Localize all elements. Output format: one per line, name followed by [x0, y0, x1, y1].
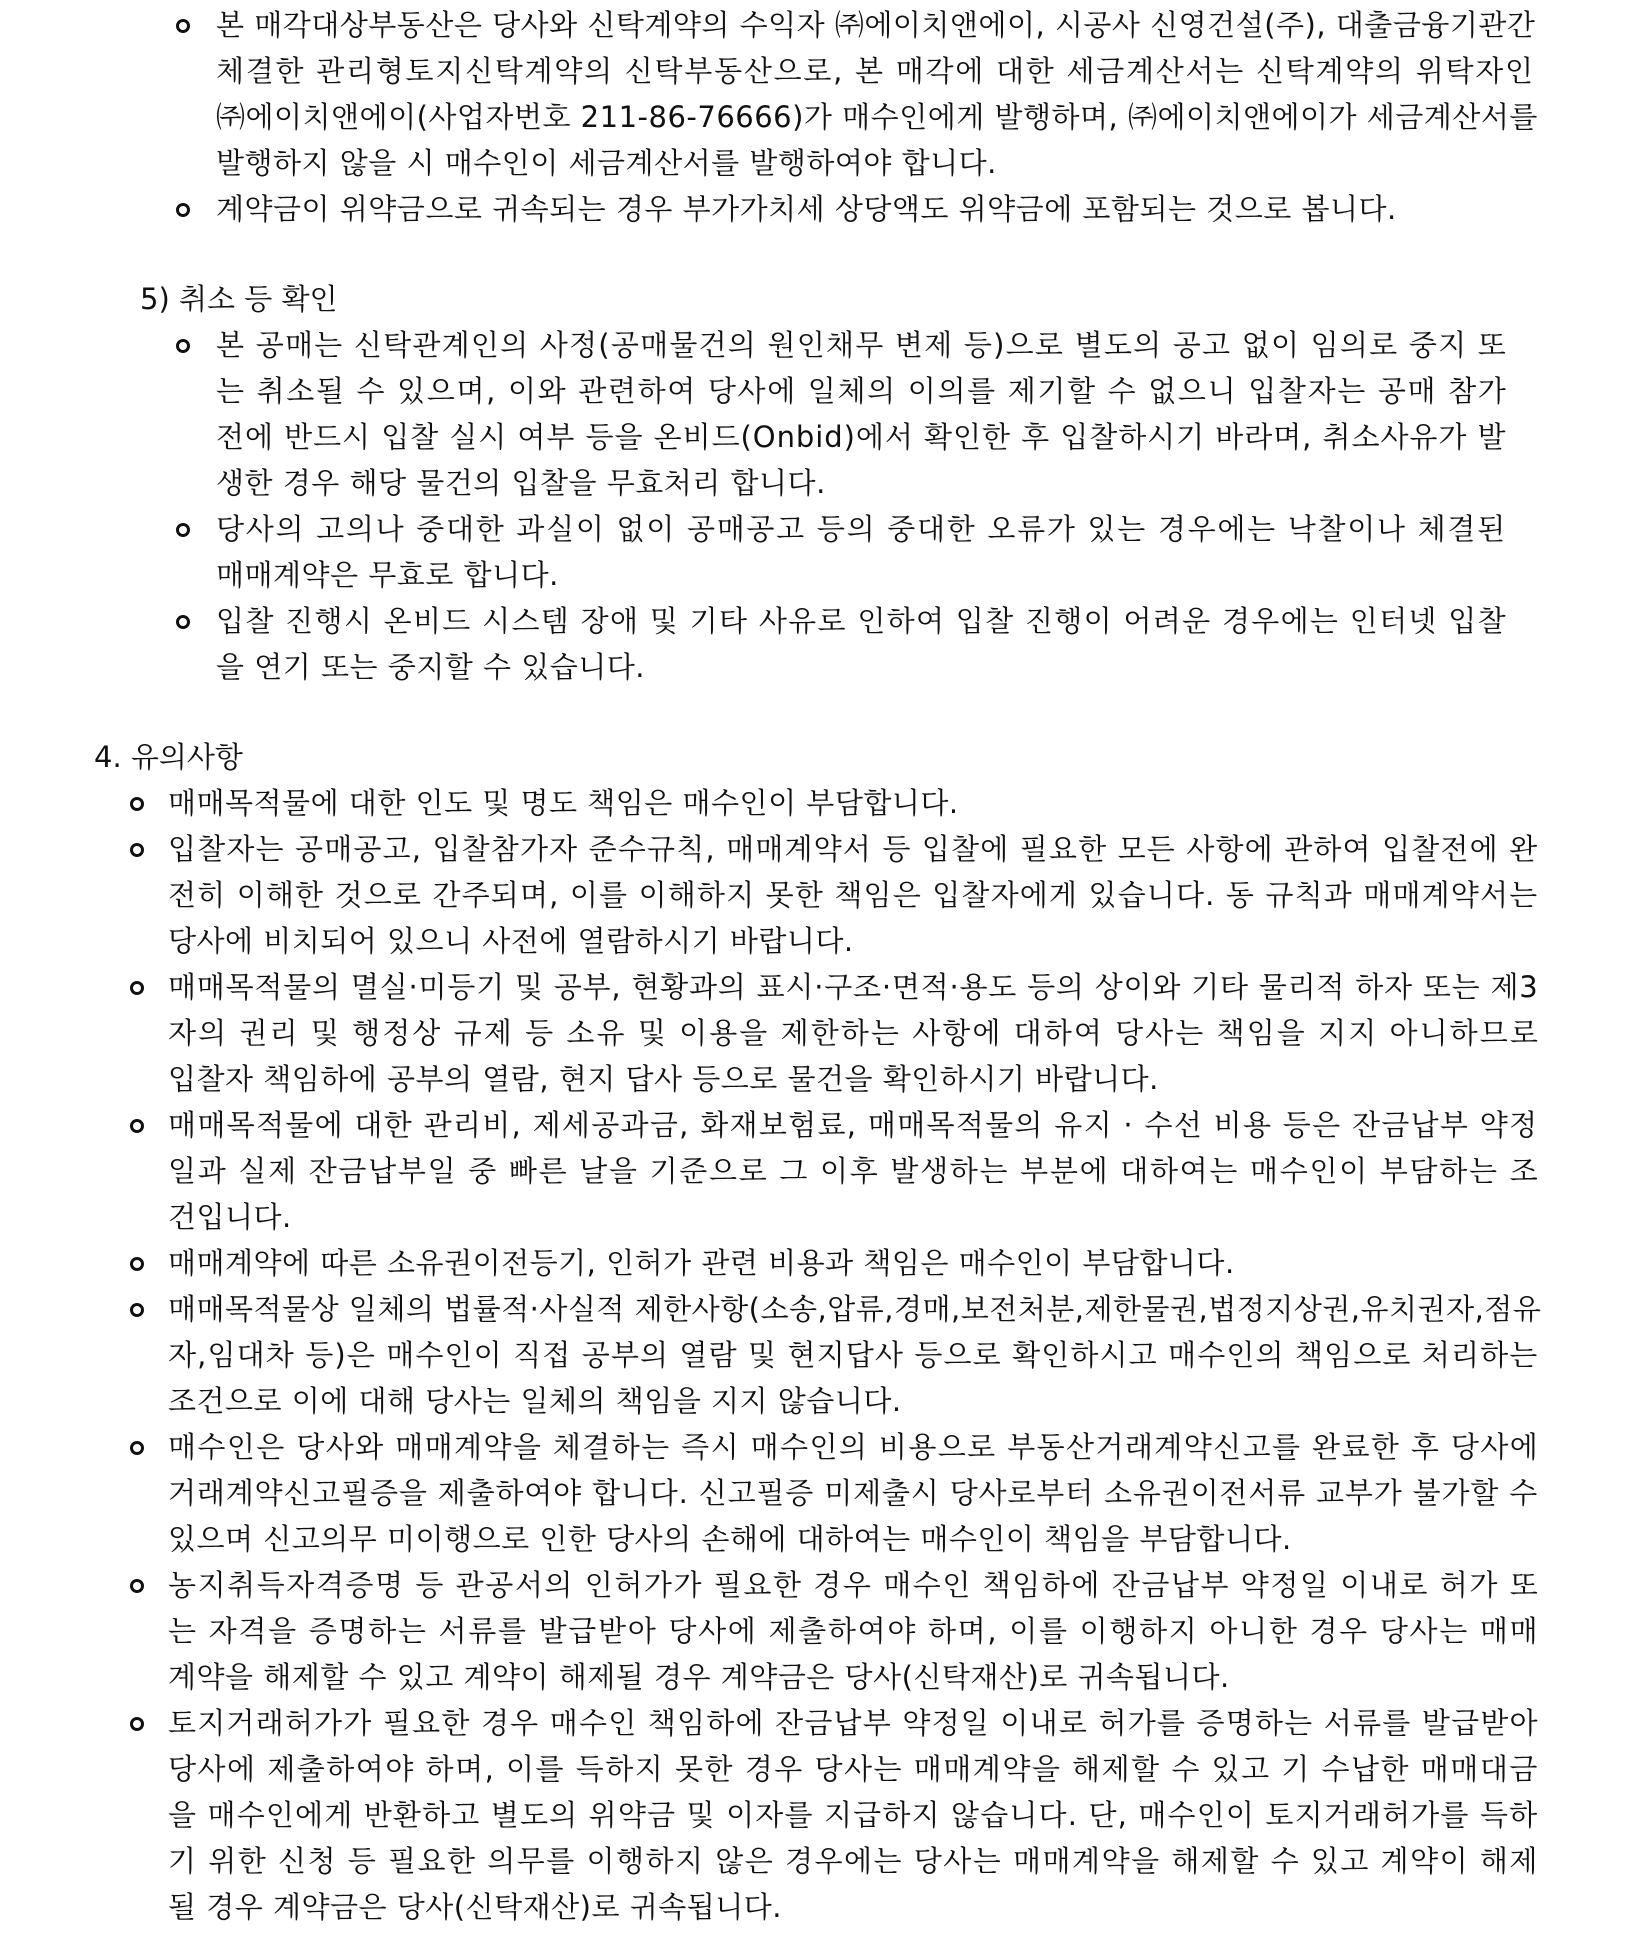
list-item-line: 전히 이해한 것으로 간주되며, 이를 이해하지 못한 책임은 입찰자에게 있습니다. 동 규칙과 매매계약서는	[168, 878, 1539, 912]
section-title-notes: 4. 유의사항	[94, 740, 243, 774]
list-item-line: 입찰 진행시 온비드 시스템 장애 및 기타 사유로 인하여 입찰 진행이 어려운 경우에는 인터넷 입찰	[216, 604, 1507, 638]
list-item-line: 입찰자는 공매공고, 입찰참가자 준수규칙, 매매계약서 등 입찰에 필요한 모든 사항에 관하여 입찰전에 완	[168, 832, 1539, 866]
bullet-icon	[130, 1119, 144, 1133]
list-item-line: 체결한 관리형토지신탁계약의 신탁부동산으로, 본 매각에 대한 세금계산서는 신탁계약의 위탁자인	[216, 54, 1535, 88]
list-item-line: 일과 실제 잔금납부일 중 빠른 날을 기준으로 그 이후 발생하는 부분에 대하여는 매수인이 부담하는 조	[168, 1154, 1540, 1188]
list-item-line: 자의 권리 및 행정상 규제 등 소유 및 이용을 제한하는 사항에 대하여 당사는 책임을 지지 아니하므로	[168, 1016, 1540, 1050]
bullet-icon	[176, 615, 190, 629]
list-item-line: 매매목적물에 대한 인도 및 명도 책임은 매수인이 부담합니다.	[168, 786, 959, 820]
list-item-line: 계약금이 위약금으로 귀속되는 경우 부가가치세 상당액도 위약금에 포함되는 것으로 봅니다.	[216, 192, 1397, 226]
list-item-line: 생한 경우 해당 물건의 입찰을 무효처리 합니다.	[216, 466, 826, 500]
bullet-icon	[130, 1579, 144, 1593]
list-item-line: 매수인은 당사와 매매계약을 체결하는 즉시 매수인의 비용으로 부동산거래계약신고를 완료한 후 당사에	[168, 1430, 1540, 1464]
list-item-line: 매매목적물의 멸실·미등기 및 공부, 현황과의 표시·구조·면적·용도 등의 상이와 기타 물리적 하자 또는 제3	[168, 970, 1539, 1004]
list-item-line: 매매목적물상 일체의 법률적·사실적 제한사항(소송,압류,경매,보전처분,제한물권,법정지상권,유치권자,점유	[168, 1292, 1542, 1326]
bullet-icon	[176, 19, 190, 33]
list-item-line: 당사의 고의나 중대한 과실이 없이 공매공고 등의 중대한 오류가 있는 경우에는 낙찰이나 체결된	[216, 512, 1507, 546]
bullet-icon	[130, 1717, 144, 1731]
list-item-line: 을 매수인에게 반환하고 별도의 위약금 및 이자를 지급하지 않습니다. 단, 매수인이 토지거래허가를 득하	[168, 1798, 1539, 1832]
list-item-line: 자,임대차 등)은 매수인이 직접 공부의 열람 및 현지답사 등으로 확인하시고 매수인의 책임으로 처리하는	[168, 1338, 1539, 1372]
list-item-line: 계약을 해제할 수 있고 계약이 해제될 경우 계약금은 당사(신탁재산)로 귀속됩니다.	[168, 1660, 1230, 1694]
list-item-line: 당사에 비치되어 있으니 사전에 열람하시기 바랍니다.	[168, 924, 854, 958]
list-item-line: 당사에 제출하여야 하며, 이를 득하지 못한 경우 당사는 매매계약을 해제할 수 있고 기 수납한 매매대금	[168, 1752, 1539, 1786]
bullet-icon	[130, 1257, 144, 1271]
list-item-line: 매매목적물에 대한 관리비, 제세공과금, 화재보험료, 매매목적물의 유지 · 수선 비용 등은 잔금납부 약정	[168, 1108, 1539, 1142]
list-item-line: 을 연기 또는 중지할 수 있습니다.	[216, 650, 645, 684]
list-item-line: 는 자격을 증명하는 서류를 발급받아 당사에 제출하여야 하며, 이를 이행하지 아니한 경우 당사는 매매	[168, 1614, 1540, 1648]
list-item-line: 본 공매는 신탁관계인의 사정(공매물건의 원인채무 변제 등)으로 별도의 공고 없이 임의로 중지 또	[216, 328, 1508, 362]
list-item-line: 있으며 신고의무 미이행으로 인한 당사의 손해에 대하여는 매수인이 책임을 부담합니다.	[168, 1522, 1292, 1556]
bullet-icon	[130, 797, 144, 811]
list-item-line: 조건으로 이에 대해 당사는 일체의 책임을 지지 않습니다.	[168, 1384, 902, 1418]
list-item-line: 기 위한 신청 등 필요한 의무를 이행하지 않은 경우에는 당사는 매매계약을 해제할 수 있고 계약이 해제	[168, 1844, 1539, 1878]
list-item-line: 토지거래허가가 필요한 경우 매수인 책임하에 잔금납부 약정일 이내로 허가를 증명하는 서류를 발급받아	[168, 1706, 1539, 1740]
list-item-line: 입찰자 책임하에 공부의 열람, 현지 답사 등으로 물건을 확인하시기 바랍니다.	[168, 1062, 1159, 1096]
bullet-icon	[176, 203, 190, 217]
list-item-line: 거래계약신고필증을 제출하여야 합니다. 신고필증 미제출시 당사로부터 소유권이전서류 교부가 불가할 수	[168, 1476, 1539, 1510]
bullet-icon	[130, 1441, 144, 1455]
bullet-icon	[130, 843, 144, 857]
list-item-line: 될 경우 계약금은 당사(신탁재산)로 귀속됩니다.	[168, 1890, 782, 1924]
list-item-line: 발행하지 않을 시 매수인이 세금계산서를 발행하여야 합니다.	[216, 146, 997, 180]
bullet-icon	[176, 339, 190, 353]
subsection-title-cancellation: 5) 취소 등 확인	[140, 282, 338, 316]
list-item-line: 전에 반드시 입찰 실시 여부 등을 온비드(Onbid)에서 확인한 후 입찰하시기 바라며, 취소사유가 발	[216, 420, 1507, 454]
list-item-line: ㈜에이치앤에이(사업자번호 211-86-76666)가 매수인에게 발행하며, ㈜에이치앤에이가 세금계산서를	[216, 100, 1538, 134]
bullet-icon	[130, 1303, 144, 1317]
bullet-icon	[130, 981, 144, 995]
list-item-line: 본 매각대상부동산은 당사와 신탁계약의 수익자 ㈜에이치앤에이, 시공사 신영건설(주), 대출금융기관간	[216, 8, 1536, 42]
list-item-line: 건입니다.	[168, 1200, 292, 1234]
list-item-line: 매매계약에 따른 소유권이전등기, 인허가 관련 비용과 책임은 매수인이 부담합니다.	[168, 1246, 1235, 1280]
list-item-line: 농지취득자격증명 등 관공서의 인허가가 필요한 경우 매수인 책임하에 잔금납부 약정일 이내로 허가 또	[168, 1568, 1540, 1602]
list-item-line: 는 취소될 수 있으며, 이와 관련하여 당사에 일체의 이의를 제기할 수 없으니 입찰자는 공매 참가	[216, 374, 1508, 408]
bullet-icon	[176, 523, 190, 537]
list-item-line: 매매계약은 무효로 합니다.	[216, 558, 559, 592]
